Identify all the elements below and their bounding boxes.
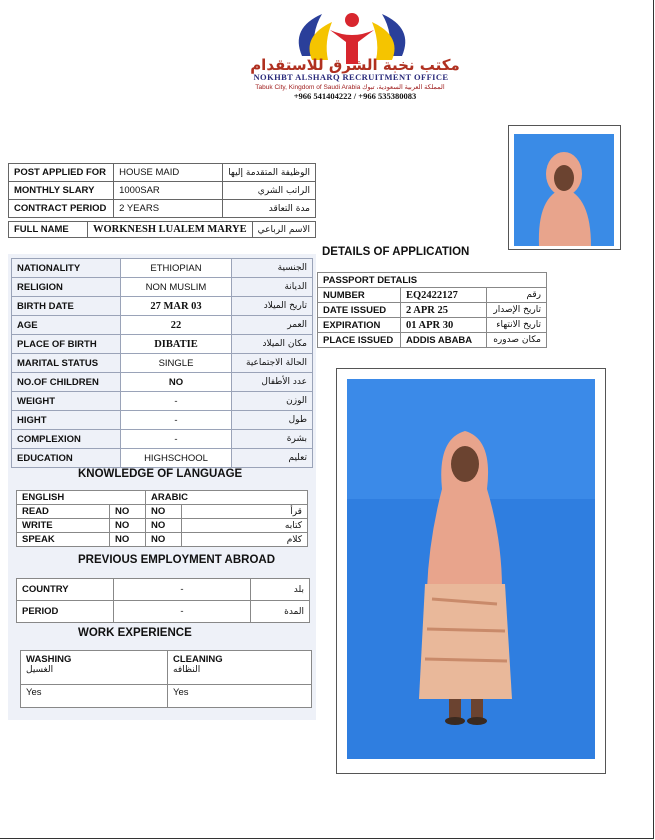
passport-label: DATE ISSUED <box>318 303 401 318</box>
arabic-level: NO <box>146 505 182 519</box>
office-address: Tabuk City, Kingdom of Saudi Arabia المملكة العربية السعودية، تبوك <box>255 84 445 91</box>
prev-emp-value: - <box>114 601 251 623</box>
detail-arabic: الديانة <box>232 278 313 297</box>
detail-value: - <box>121 430 232 449</box>
detail-label: RELIGION <box>12 278 121 297</box>
post-arabic: الوظيفة المتقدمة إليها <box>223 164 316 182</box>
passport-label: EXPIRATION <box>318 318 401 333</box>
detail-value: ETHIOPIAN <box>121 259 232 278</box>
detail-arabic: بشرة <box>232 430 313 449</box>
table-row <box>17 601 310 623</box>
language-skill-label: SPEAK <box>17 533 110 547</box>
passport-value: ADDIS ABABA <box>401 333 487 348</box>
detail-label: MARITAL STATUS <box>12 354 121 373</box>
detail-value: SINGLE <box>121 354 232 373</box>
detail-value: 22 <box>121 316 232 335</box>
english-level: NO <box>110 505 146 519</box>
previous-employment-heading: PREVIOUS EMPLOYMENT ABROAD <box>78 554 276 566</box>
table-row <box>318 318 547 333</box>
table-row <box>12 373 313 392</box>
job-info-table <box>8 163 316 218</box>
detail-label: HIGHT <box>12 411 121 430</box>
language-skill-label: READ <box>17 505 110 519</box>
prev-emp-value: - <box>114 579 251 601</box>
detail-label: AGE <box>12 316 121 335</box>
prev-emp-label: COUNTRY <box>17 579 114 601</box>
table-row <box>318 333 547 348</box>
cleaning-arabic: النظافه <box>173 665 201 675</box>
table-row <box>318 303 547 318</box>
full-name-arabic: الاسم الرباعي <box>252 222 315 238</box>
detail-arabic: تاريخ الميلاد <box>232 297 313 316</box>
office-arabic-title: مكتب نخبة الشرق للاستقدام <box>250 56 460 74</box>
passport-label: PLACE ISSUED <box>318 333 401 348</box>
passport-arabic: تاريخ الانتهاء <box>487 318 547 333</box>
detail-label: BIRTH DATE <box>12 297 121 316</box>
passport-value: 01 APR 30 <box>401 318 487 333</box>
full-name-value: WORKNESH LUALEM MARYE <box>88 222 253 238</box>
detail-label: EDUCATION <box>12 449 121 468</box>
detail-value: 27 MAR 03 <box>121 297 232 316</box>
language-skill-label: WRITE <box>17 519 110 533</box>
detail-arabic: الجنسية <box>232 259 313 278</box>
passport-title: PASSPORT DETALIS <box>318 273 547 288</box>
table-row <box>9 200 316 218</box>
table-row <box>9 164 316 182</box>
table-row <box>9 222 316 238</box>
work-experience-table <box>20 650 312 708</box>
table-row <box>9 182 316 200</box>
table-row <box>12 335 313 354</box>
detail-label: WEIGHT <box>12 392 121 411</box>
washing-arabic: الغسيل <box>26 665 54 675</box>
cleaning-cell <box>168 651 312 685</box>
applicant-full-body-photo <box>336 368 606 774</box>
detail-arabic: الحالة الاجتماعية <box>232 354 313 373</box>
table-row <box>21 651 312 685</box>
detail-label: NATIONALITY <box>12 259 121 278</box>
detail-label: COMPLEXION <box>12 430 121 449</box>
table-row <box>17 533 308 547</box>
salary-value: 1000SAR <box>114 182 223 200</box>
detail-value: HIGHSCHOOL <box>121 449 232 468</box>
language-skill-arabic: قرأ <box>182 505 308 519</box>
detail-label: NO.OF CHILDREN <box>12 373 121 392</box>
personal-details-table <box>11 258 313 468</box>
applicant-portrait-photo <box>508 125 621 250</box>
arabic-level: NO <box>146 519 182 533</box>
contract-value: 2 YEARS <box>114 200 223 218</box>
washing-cell <box>21 651 168 685</box>
language-table <box>16 490 308 547</box>
table-row <box>17 491 308 505</box>
detail-arabic: الوزن <box>232 392 313 411</box>
language-skill-arabic: كلام <box>182 533 308 547</box>
detail-value: NO <box>121 373 232 392</box>
table-row <box>17 579 310 601</box>
passport-arabic: مكان صدوره <box>487 333 547 348</box>
post-label: POST APPLIED FOR <box>9 164 114 182</box>
table-row <box>12 297 313 316</box>
table-row <box>12 278 313 297</box>
language-skill-arabic: كتابه <box>182 519 308 533</box>
arabic-column-header: ARABIC <box>146 491 308 505</box>
detail-arabic: طول <box>232 411 313 430</box>
english-column-header: ENGLISH <box>17 491 146 505</box>
cleaning-label: CLEANING <box>173 654 223 665</box>
contract-label: CONTRACT PERIOD <box>9 200 114 218</box>
table-row <box>12 392 313 411</box>
prev-emp-arabic: بلد <box>251 579 310 601</box>
detail-value: NON MUSLIM <box>121 278 232 297</box>
table-row <box>21 685 312 708</box>
cleaning-value: Yes <box>168 685 312 708</box>
details-heading: DETAILS OF APPLICATION <box>322 246 470 258</box>
table-row <box>12 411 313 430</box>
detail-value: - <box>121 392 232 411</box>
contract-arabic: مدة التعاقد <box>223 200 316 218</box>
table-row <box>17 519 308 533</box>
passport-label: NUMBER <box>318 288 401 303</box>
washing-value: Yes <box>21 685 168 708</box>
english-level: NO <box>110 519 146 533</box>
salary-arabic: الراتب الشري <box>223 182 316 200</box>
prev-emp-label: PERIOD <box>17 601 114 623</box>
work-experience-heading: WORK EXPERIENCE <box>78 627 192 639</box>
passport-arabic: تاريخ الإصدار <box>487 303 547 318</box>
salary-label: MONTHLY SLARY <box>9 182 114 200</box>
full-name-table <box>8 221 316 238</box>
passport-details-table <box>317 272 547 348</box>
table-row <box>17 505 308 519</box>
office-english-title: NOKHBT ALSHARQ RECRUITMENT OFFICE <box>253 72 449 82</box>
washing-label: WASHING <box>26 654 72 665</box>
passport-value: EQ2422127 <box>401 288 487 303</box>
previous-employment-table <box>16 578 310 623</box>
passport-arabic: رقم <box>487 288 547 303</box>
full-name-label: FULL NAME <box>9 222 88 238</box>
table-row <box>12 430 313 449</box>
office-phones: +966 541404222 / +966 535380083 <box>293 91 417 101</box>
detail-arabic: العمر <box>232 316 313 335</box>
table-row <box>12 316 313 335</box>
table-row <box>12 354 313 373</box>
detail-value: - <box>121 411 232 430</box>
arabic-level: NO <box>146 533 182 547</box>
table-row <box>12 259 313 278</box>
english-level: NO <box>110 533 146 547</box>
detail-label: PLACE OF BIRTH <box>12 335 121 354</box>
prev-emp-arabic: المدة <box>251 601 310 623</box>
detail-value: DIBATIE <box>121 335 232 354</box>
table-row <box>318 273 547 288</box>
table-row <box>318 288 547 303</box>
language-heading: KNOWLEDGE OF LANGUAGE <box>78 468 243 480</box>
detail-arabic: عدد الأطفال <box>232 373 313 392</box>
detail-arabic: مكان الميلاد <box>232 335 313 354</box>
detail-arabic: تعليم <box>232 449 313 468</box>
post-value: HOUSE MAID <box>114 164 223 182</box>
passport-value: 2 APR 25 <box>401 303 487 318</box>
table-row <box>12 449 313 468</box>
